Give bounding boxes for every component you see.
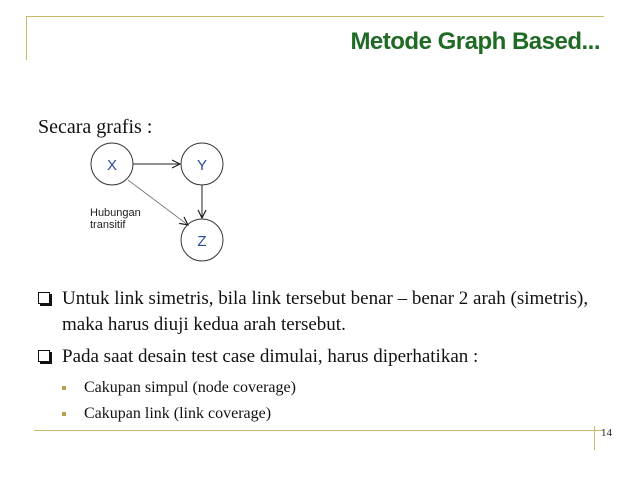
square-bullet-icon	[38, 350, 50, 362]
sub-bullet-dot-icon	[62, 386, 66, 390]
page-number: 14	[594, 426, 612, 450]
bullet-text: Untuk link simetris, bila link tersebut benar – benar 2 arah (simetris), maka harus diuji kedua arah tersebut.	[62, 288, 589, 335]
bullet-list	[38, 286, 598, 426]
sub-bullet-item	[38, 376, 598, 400]
sub-bullet-text: Cakupan simpul (node coverage)	[84, 379, 296, 396]
bullet-item	[38, 286, 598, 338]
node-x-label: X	[106, 157, 118, 174]
sub-bullet-text: Cakupan link (link coverage)	[84, 405, 272, 422]
bullet-text: Pada saat desain test case dimulai, harus diperhatikan :	[62, 346, 479, 367]
slide-title: Metode Graph Based...	[350, 28, 600, 55]
node-z-label: Z	[197, 233, 207, 250]
intro-text: Secara grafis :	[38, 116, 153, 138]
bottom-rule	[34, 430, 604, 431]
sub-bullet-item	[38, 402, 598, 426]
square-bullet-icon	[38, 292, 50, 304]
sub-bullet-dot-icon	[62, 412, 66, 416]
bullet-item	[38, 344, 598, 370]
node-y-label: Y	[196, 157, 208, 174]
annotation-line1: Hubungan	[90, 207, 141, 219]
annotation-line2: transitif	[90, 219, 126, 231]
